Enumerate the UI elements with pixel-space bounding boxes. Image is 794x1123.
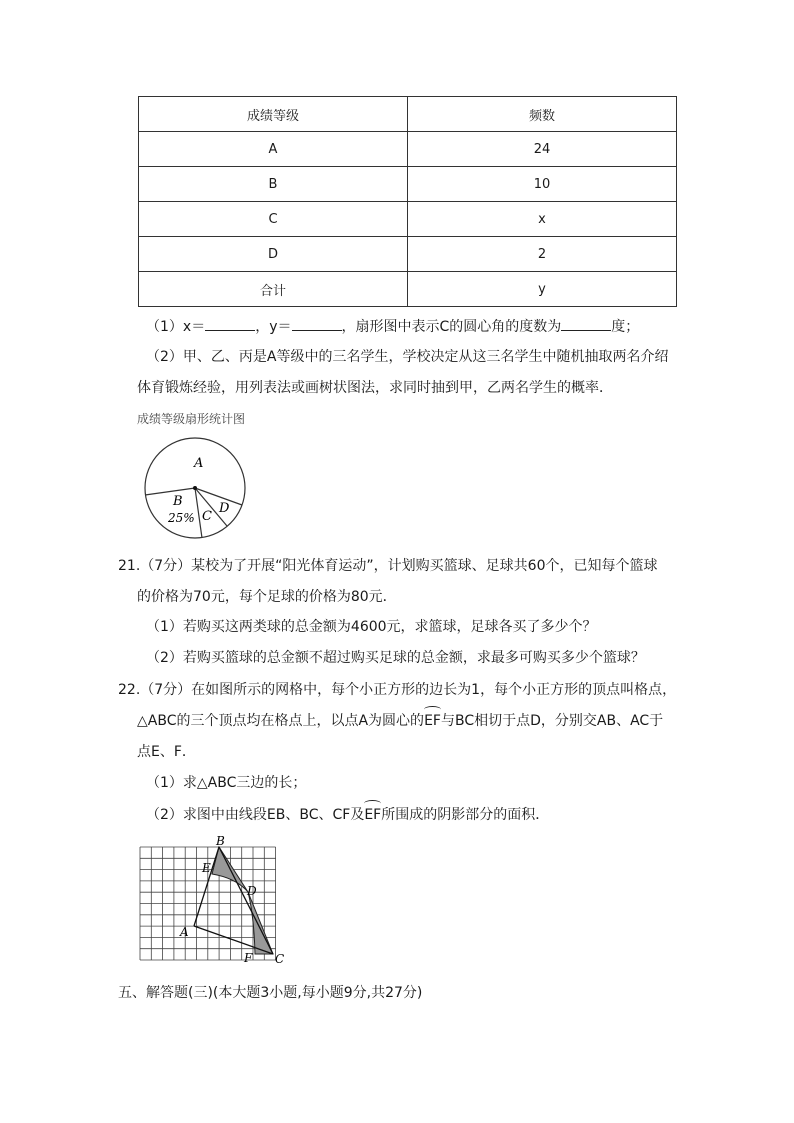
q21-part2: （2）若购买篮球的总金额不超过购买足球的总金额，求最多可购买多少个篮球？: [146, 650, 645, 666]
table-cell: y: [408, 272, 677, 307]
q20-part1: （1）x＝ ，y＝ ，扇形图中表示C的圆心角的度数为 度；: [146, 316, 639, 337]
pie-divider: [145, 488, 195, 495]
q20-part2-line1: （2）甲、乙、丙是A等级中的三名学生，学校决定从这三名学生中随机抽取两名介绍: [146, 349, 669, 365]
table-header-row: [139, 97, 677, 132]
point-label-f: F: [244, 951, 253, 965]
section-heading: 五、解答题(三)(本大题3小题,每小题9分,共27分): [118, 985, 423, 1001]
point-label-d: D: [247, 884, 257, 898]
pie-center: [193, 486, 197, 490]
table-cell: 10: [408, 167, 677, 202]
table-row: [139, 202, 677, 237]
q21-part1: （1）若购买这两类球的总金额为4600元，求篮球，足球各买了多少个？: [146, 619, 597, 635]
answer-blank-x[interactable]: [205, 316, 255, 331]
table-cell: x: [408, 202, 677, 237]
answer-blank-angle[interactable]: [561, 316, 611, 331]
table-row: [139, 132, 677, 167]
point-label-e: E: [202, 861, 211, 875]
table-cell: 合计: [139, 272, 408, 307]
shaded-region-bottom: [248, 892, 273, 954]
arc-ef-label: EF: [364, 807, 382, 823]
pie-label-c: C: [202, 509, 212, 524]
q22-part1: （1）求△ABC三边的长；: [146, 775, 307, 791]
grade-frequency-table: [138, 96, 677, 307]
pie-label-b: B: [173, 494, 183, 509]
point-label-c: C: [275, 952, 285, 966]
pie-label-b-percent: 25%: [168, 511, 195, 525]
table-header-cell: 成绩等级: [139, 97, 408, 132]
pie-chart-figure: [137, 432, 252, 540]
table-cell: 2: [408, 237, 677, 272]
table-cell: A: [139, 132, 408, 167]
point-label-b: B: [216, 834, 225, 848]
answer-blank-y[interactable]: [292, 316, 342, 331]
arc-ef-label: EF: [424, 713, 441, 729]
q21-line1: 21.（7分）某校为了开展“阳光体育运动”，计划购买篮球、足球共60个，已知每个篮球: [118, 558, 658, 574]
table-cell: D: [139, 237, 408, 272]
table-cell: B: [139, 167, 408, 202]
point-label-a: A: [180, 925, 189, 939]
table-row: [139, 167, 677, 202]
table-cell: 24: [408, 132, 677, 167]
pie-chart-title: 成绩等级扇形统计图: [137, 412, 246, 426]
segment-ab: [194, 847, 219, 926]
table-header-cell: 频数: [408, 97, 677, 132]
table-cell: C: [139, 202, 408, 237]
pie-label-d: D: [219, 501, 230, 516]
q22-line1: 22.（7分）在如图所示的网格中，每个小正方形的边长为1，每个小正方形的顶点叫格点，: [118, 682, 677, 698]
q22-line2: △ABC的三个顶点均在格点上，以点A为圆心的EF与BC相切于点D，分别交AB、AC于: [137, 713, 664, 729]
pie-label-a: A: [194, 456, 204, 471]
q20-part2-line2: 体育锻炼经验，用列表法或画树状图法，求同时抽到甲，乙两名学生的概率．: [137, 380, 613, 396]
q22-part2: （2）求图中由线段EB、BC、CF及EF所围成的阴影部分的面积．: [146, 807, 550, 823]
table-row: [139, 237, 677, 272]
grid-triangle-figure: [130, 832, 295, 970]
q21-line2: 的价格为70元，每个足球的价格为80元．: [137, 589, 397, 605]
q22-line3: 点E、F．: [137, 744, 196, 760]
table-row: [139, 272, 677, 307]
